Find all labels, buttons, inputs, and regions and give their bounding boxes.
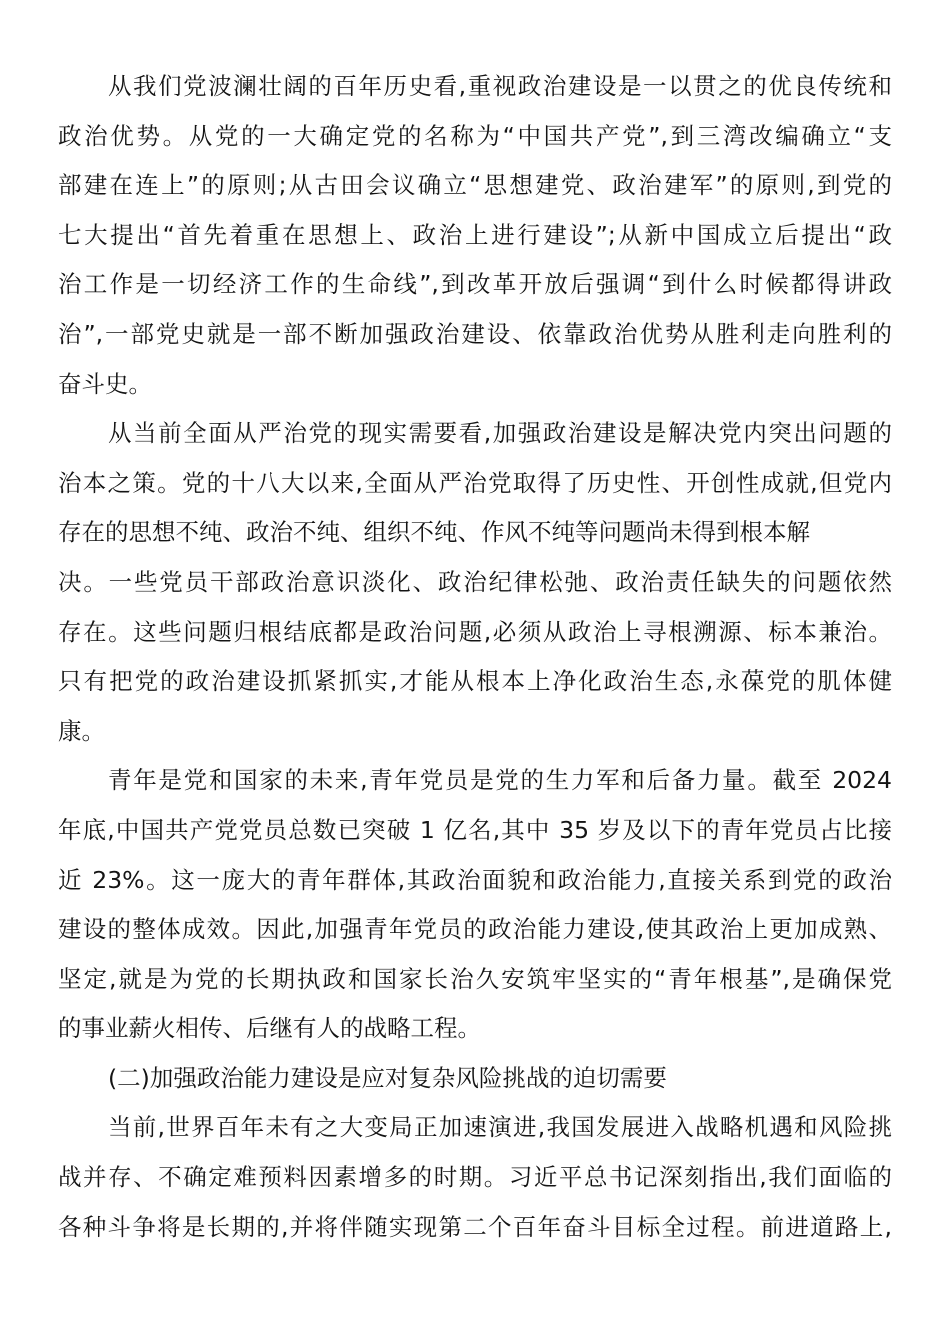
text-line: 七大提出“首先着重在思想上、政治上进行建设”;从新中国成立后提出“政 — [58, 220, 892, 249]
text-line: 治”,一部党史就是一部不断加强政治建设、依靠政治优势从胜利走向胜利的 — [58, 319, 892, 348]
text-line: 当前,世界百年未有之大变局正加速演进,我国发展进入战略机遇和风险挑 — [108, 1113, 892, 1142]
text-line: 年底,中国共产党党员总数已突破 1 亿名,其中 35 岁及以下的青年党员占比接 — [58, 815, 892, 844]
text-line: 奋斗史。 — [58, 369, 152, 398]
document-page — [58, 62, 892, 1252]
text-line: 存在。这些问题归根结底都是政治问题,必须从政治上寻根溯源、标本兼治。 — [58, 617, 892, 646]
text-line: 决。一些党员干部政治意识淡化、政治纪律松弛、政治责任缺失的问题依然 — [58, 567, 892, 596]
text-line: 部建在连上”的原则;从古田会议确立“思想建党、政治建军”的原则,到党的 — [58, 171, 892, 200]
text-line: 青年是党和国家的未来,青年党员是党的生力军和后备力量。截至 2024 — [108, 766, 892, 795]
text-line: 治工作是一切经济工作的生命线”,到改革开放后强调“到什么时候都得讲政 — [58, 270, 892, 299]
text-line: 近 23%。这一庞大的青年群体,其政治面貌和政治能力,直接关系到党的政治 — [58, 865, 892, 894]
section-heading: (二)加强政治能力建设是应对复杂风险挑战的迫切需要 — [108, 1063, 667, 1092]
text-line: 治本之策。党的十八大以来,全面从严治党取得了历史性、开创性成就,但党内 — [58, 468, 892, 497]
text-line: 建设的整体成效。因此,加强青年党员的政治能力建设,使其政治上更加成熟、 — [58, 915, 892, 944]
text-line: 各种斗争将是长期的,并将伴随实现第二个百年奋斗目标全过程。前进道路上, — [58, 1212, 892, 1241]
text-line: 存在的思想不纯、政治不纯、组织不纯、作风不纯等问题尚未得到根本解 — [58, 518, 810, 547]
text-line: 从我们党波澜壮阔的百年历史看,重视政治建设是一以贯之的优良传统和 — [108, 72, 892, 100]
text-line: 的事业薪火相传、后继有人的战略工程。 — [58, 1014, 481, 1043]
text-line: 从当前全面从严治党的现实需要看,加强政治建设是解决党内突出问题的 — [108, 419, 892, 448]
text-line: 政治优势。从党的一大确定党的名称为“中国共产党”,到三湾改编确立“支 — [58, 121, 892, 150]
text-line: 坚定,就是为党的长期执政和国家长治久安筑牢坚实的“青年根基”,是确保党 — [58, 964, 892, 993]
text-line: 只有把党的政治建设抓紧抓实,才能从根本上净化政治生态,永葆党的肌体健 — [58, 667, 892, 696]
text-line: 康。 — [58, 716, 105, 745]
text-line: 战并存、不确定难预料因素增多的时期。习近平总书记深刻指出,我们面临的 — [58, 1163, 892, 1192]
